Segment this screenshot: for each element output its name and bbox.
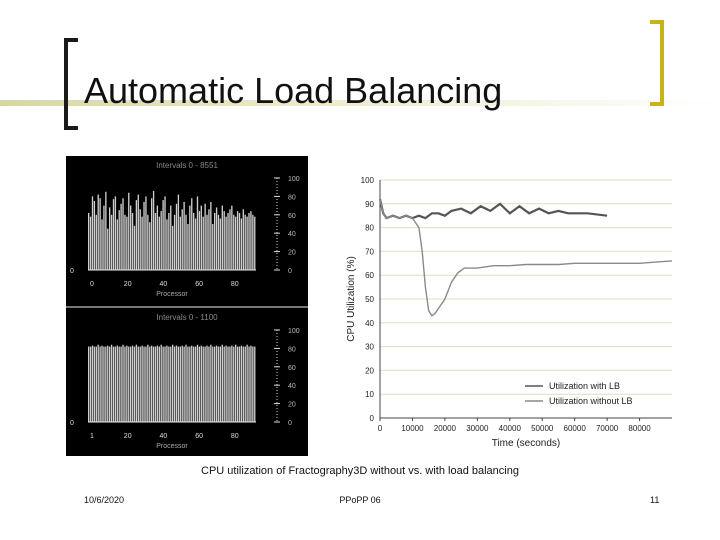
histogram-bar xyxy=(208,209,209,270)
histogram-bar xyxy=(94,201,95,270)
histogram-bar xyxy=(126,346,127,422)
histogram-bar xyxy=(187,347,188,422)
histogram-bar xyxy=(96,347,97,422)
y-tick-label: 40 xyxy=(288,231,296,239)
footer-date: 10/6/2020 xyxy=(84,495,125,505)
histogram-title: Intervals 0 - 1100 xyxy=(156,313,218,322)
histogram-bar xyxy=(151,346,152,422)
histogram-bar xyxy=(214,347,215,422)
x-tick-label: 20 xyxy=(123,433,132,440)
x-tick-label: 70000 xyxy=(595,424,619,433)
histogram-bar xyxy=(193,347,194,422)
histogram-bar xyxy=(134,347,135,422)
histogram-bottom xyxy=(66,308,308,456)
title-bracket-right xyxy=(650,20,664,106)
histogram-bar xyxy=(252,215,253,270)
footer-page-number: 11 xyxy=(650,495,660,505)
histogram-bar xyxy=(227,213,228,270)
histogram-bar xyxy=(237,347,238,422)
histogram-bar xyxy=(214,213,215,270)
histogram-bar xyxy=(220,218,221,270)
histogram-bar xyxy=(145,347,146,422)
histogram-bar xyxy=(176,204,177,270)
y-tick-label: 80 xyxy=(365,223,374,233)
y-tick-label: 0 xyxy=(369,414,374,423)
histogram-bar xyxy=(229,347,230,422)
histogram-bar xyxy=(216,207,217,270)
histogram-bar xyxy=(224,347,225,422)
histogram-bar xyxy=(161,211,162,270)
x-tick-label: 60 xyxy=(195,433,203,440)
histogram-bar xyxy=(143,202,144,270)
histogram-bar xyxy=(120,347,121,422)
histogram-bar xyxy=(224,211,225,270)
y-tick-label: 100 xyxy=(288,176,300,183)
histogram-bar xyxy=(109,347,110,422)
histogram-bar xyxy=(153,191,154,270)
histogram-bar xyxy=(225,346,226,422)
y-tick-label: 70 xyxy=(365,247,374,257)
histogram-bar xyxy=(185,215,186,270)
histogram-bar xyxy=(107,346,108,422)
histogram-bar xyxy=(134,226,135,270)
legend-entry: Utilization without LB xyxy=(549,396,633,406)
histogram-bar xyxy=(233,347,234,422)
x-tick-label: 30000 xyxy=(466,424,489,433)
x-tick-label: 20 xyxy=(123,281,132,288)
histogram-bar xyxy=(111,215,112,270)
histogram-bar xyxy=(136,345,137,422)
histogram-bar xyxy=(119,210,120,270)
histogram-bar xyxy=(98,195,99,270)
histogram-bar xyxy=(248,347,249,422)
histogram-bar xyxy=(99,198,100,270)
histogram-bar xyxy=(119,347,120,422)
histogram-bar xyxy=(107,229,108,270)
y-tick-label: 0 xyxy=(288,268,292,275)
y-axis-label: CPU Utilization (%) xyxy=(346,256,357,342)
histogram-bar xyxy=(105,192,106,270)
histogram-bar xyxy=(248,213,249,270)
histogram-bar xyxy=(94,347,95,422)
histogram-bar xyxy=(90,217,91,270)
figure-caption: CPU utilization of Fractography3D without vs. with load balancing xyxy=(201,465,519,477)
histogram-bar xyxy=(243,209,244,270)
x-tick-label: 10000 xyxy=(401,424,424,433)
histogram-bar xyxy=(166,219,167,270)
histogram-bar xyxy=(218,347,219,422)
histogram-bar xyxy=(105,347,106,422)
histogram-bar xyxy=(172,226,173,270)
histogram-bar xyxy=(98,345,99,422)
y-zero-label: 0 xyxy=(70,420,74,427)
histogram-bar xyxy=(218,215,219,270)
histogram-bar xyxy=(178,347,179,422)
y-tick-label: 20 xyxy=(288,249,296,257)
histogram-bar xyxy=(233,215,234,270)
x-tick-label: 80 xyxy=(230,281,239,288)
histogram-bar xyxy=(183,202,184,270)
histogram-bar xyxy=(222,345,223,422)
histogram-bar xyxy=(189,206,190,270)
histogram-bar xyxy=(101,346,102,422)
histogram-bar xyxy=(159,217,160,270)
histogram-bar xyxy=(155,213,156,270)
histogram-bar xyxy=(159,347,160,422)
histogram-bar xyxy=(210,345,211,422)
histogram-bar xyxy=(227,347,228,422)
y-tick-label: 60 xyxy=(288,364,296,372)
histogram-bar xyxy=(128,193,129,270)
histogram-bar xyxy=(199,347,200,422)
histogram-bar xyxy=(101,219,102,270)
histogram-bar xyxy=(124,347,125,422)
x-tick-label: 60000 xyxy=(563,424,586,433)
y-tick-label: 50 xyxy=(365,295,374,304)
histogram-bar xyxy=(203,347,204,422)
title-bracket-left xyxy=(64,38,78,130)
y-tick-label: 0 xyxy=(288,420,292,427)
histogram-bar xyxy=(197,196,198,270)
histogram-bar xyxy=(149,222,150,270)
histogram-bar xyxy=(132,213,133,270)
histogram-bar xyxy=(115,196,116,270)
histogram-bar xyxy=(197,345,198,422)
histogram-bar xyxy=(147,345,148,422)
histogram-bar xyxy=(132,346,133,422)
x-tick-label: 80 xyxy=(230,433,239,440)
histogram-bar xyxy=(90,347,91,422)
histogram-bar xyxy=(161,345,162,422)
histogram-bar xyxy=(191,198,192,270)
histogram-bar xyxy=(153,347,154,422)
histogram-bar xyxy=(141,217,142,270)
histogram-bar xyxy=(254,217,255,270)
histogram-bar xyxy=(117,346,118,422)
y-tick-label: 30 xyxy=(365,342,374,352)
histogram-bar xyxy=(172,345,173,422)
histogram-bar xyxy=(147,215,148,270)
histogram-bar xyxy=(176,346,177,422)
histogram-bar xyxy=(201,206,202,270)
histogram-bar xyxy=(203,217,204,270)
histogram-bar xyxy=(204,204,205,270)
histogram-bar xyxy=(141,346,142,422)
histogram-bar xyxy=(187,224,188,270)
histogram-bar xyxy=(180,217,181,270)
histogram-bar xyxy=(195,347,196,422)
y-zero-label: 0 xyxy=(70,268,74,275)
histogram-bar xyxy=(157,346,158,422)
x-tick-label: 80000 xyxy=(628,424,651,433)
histogram-bar xyxy=(212,347,213,422)
x-axis-label: Processor xyxy=(156,443,188,450)
histogram-bar xyxy=(92,346,93,422)
x-axis-label: Time (seconds) xyxy=(491,438,561,449)
histogram-bar xyxy=(182,209,183,270)
x-tick-label: 60 xyxy=(195,281,203,288)
x-tick-label: 40 xyxy=(159,281,168,288)
histogram-bar xyxy=(239,213,240,270)
histogram-title: Intervals 0 - 8551 xyxy=(156,161,218,170)
x-tick-label: 40 xyxy=(159,433,168,440)
histogram-bar xyxy=(162,347,163,422)
histogram-bar xyxy=(109,207,110,270)
y-tick-label: 20 xyxy=(288,401,296,409)
x-tick-label: 20000 xyxy=(433,424,457,433)
histogram-bar xyxy=(164,347,165,422)
histogram-bar xyxy=(229,209,230,270)
x-tick-label: 1 xyxy=(90,433,94,440)
histogram-bar xyxy=(250,211,251,270)
histogram-bar xyxy=(241,346,242,422)
series-line-with-lb xyxy=(380,199,607,218)
histogram-bar xyxy=(136,200,137,270)
histogram-bar xyxy=(178,195,179,270)
histogram-bar xyxy=(237,211,238,270)
y-tick-label: 80 xyxy=(288,346,296,354)
histogram-bar xyxy=(96,215,97,270)
histogram-bar xyxy=(99,347,100,422)
histogram-bar xyxy=(206,215,207,270)
histogram-bar xyxy=(145,196,146,270)
histogram-bar xyxy=(195,218,196,270)
y-tick-label: 80 xyxy=(288,194,296,202)
y-tick-label: 60 xyxy=(288,212,296,220)
histogram-bar xyxy=(254,347,255,422)
histogram-bar xyxy=(170,347,171,422)
histogram-bar xyxy=(191,346,192,422)
histogram-bar xyxy=(117,219,118,270)
histogram-bar xyxy=(210,202,211,270)
histogram-bar xyxy=(243,347,244,422)
histogram-bar xyxy=(113,199,114,270)
histogram-bar xyxy=(103,206,104,270)
cpu-utilization-line-chart xyxy=(330,165,680,460)
histogram-bar xyxy=(130,206,131,270)
y-tick-label: 20 xyxy=(365,366,374,376)
histogram-bar xyxy=(138,347,139,422)
histogram-bar xyxy=(231,346,232,422)
histogram-bar xyxy=(168,347,169,422)
y-tick-label: 40 xyxy=(288,383,296,391)
x-tick-label: 50000 xyxy=(531,424,554,433)
histogram-bar xyxy=(245,215,246,270)
histogram-top xyxy=(66,156,308,306)
x-tick-label: 0 xyxy=(377,424,383,433)
histogram-bar xyxy=(140,347,141,422)
histogram-bar xyxy=(103,347,104,422)
histogram-bar xyxy=(164,196,165,270)
histogram-bar xyxy=(222,206,223,270)
x-tick-label: 40000 xyxy=(498,424,521,433)
histogram-bar xyxy=(122,345,123,422)
histogram-bar xyxy=(168,213,169,270)
histogram-bar xyxy=(138,195,139,270)
histogram-bar xyxy=(162,200,163,270)
footer-conference: PPoPP 06 xyxy=(339,495,381,505)
histogram-bar xyxy=(149,347,150,422)
histogram-bar xyxy=(208,347,209,422)
histogram-bar xyxy=(241,218,242,270)
histogram-bar xyxy=(120,204,121,270)
histogram-bar xyxy=(216,346,217,422)
y-tick-label: 10 xyxy=(365,390,374,400)
histogram-bar xyxy=(174,215,175,270)
x-tick-label: 0 xyxy=(90,281,94,288)
histogram-bar xyxy=(143,347,144,422)
histogram-bar xyxy=(250,346,251,422)
histogram-bar xyxy=(182,346,183,422)
histogram-bar xyxy=(193,213,194,270)
histogram-bar xyxy=(113,347,114,422)
histogram-bar xyxy=(130,347,131,422)
histogram-bar xyxy=(201,346,202,422)
slide-title: Automatic Load Balancing xyxy=(84,70,503,111)
histogram-bar xyxy=(140,209,141,270)
y-tick-label: 40 xyxy=(365,318,374,328)
y-tick-label: 100 xyxy=(360,176,374,185)
histogram-bar xyxy=(170,206,171,270)
legend-entry: Utilization with LB xyxy=(549,381,621,391)
histogram-bar xyxy=(185,345,186,422)
histogram-bar xyxy=(151,198,152,270)
histogram-bar xyxy=(235,217,236,270)
histogram-bar xyxy=(246,345,247,422)
y-tick-label: 100 xyxy=(288,328,300,335)
histogram-bar xyxy=(111,345,112,422)
histogram-bar xyxy=(189,347,190,422)
histogram-bar xyxy=(225,217,226,270)
histogram-bar xyxy=(115,347,116,422)
y-tick-label: 60 xyxy=(365,271,374,281)
histogram-bar xyxy=(199,211,200,270)
histogram-bar xyxy=(235,345,236,422)
histogram-bar xyxy=(220,347,221,422)
histogram-bar xyxy=(212,224,213,270)
histogram-bar xyxy=(252,347,253,422)
histogram-bar xyxy=(206,346,207,422)
histogram-bar xyxy=(122,198,123,270)
histogram-bar xyxy=(88,347,89,422)
histogram-bar xyxy=(155,347,156,422)
histogram-bar xyxy=(88,213,89,270)
histogram-bar xyxy=(204,347,205,422)
histogram-bar xyxy=(239,347,240,422)
histogram-bar xyxy=(174,347,175,422)
histogram-bar xyxy=(246,217,247,270)
histogram-bar xyxy=(128,347,129,422)
histogram-bar xyxy=(166,346,167,422)
histogram-bar xyxy=(245,347,246,422)
histogram-bar xyxy=(124,215,125,270)
histogram-bar xyxy=(92,196,93,270)
histogram-bar xyxy=(180,347,181,422)
histogram-bar xyxy=(126,217,127,270)
y-tick-label: 90 xyxy=(365,199,374,209)
histogram-bar xyxy=(183,347,184,422)
x-axis-label: Processor xyxy=(156,291,188,298)
histogram-bar xyxy=(231,206,232,270)
histogram-bar xyxy=(157,206,158,270)
